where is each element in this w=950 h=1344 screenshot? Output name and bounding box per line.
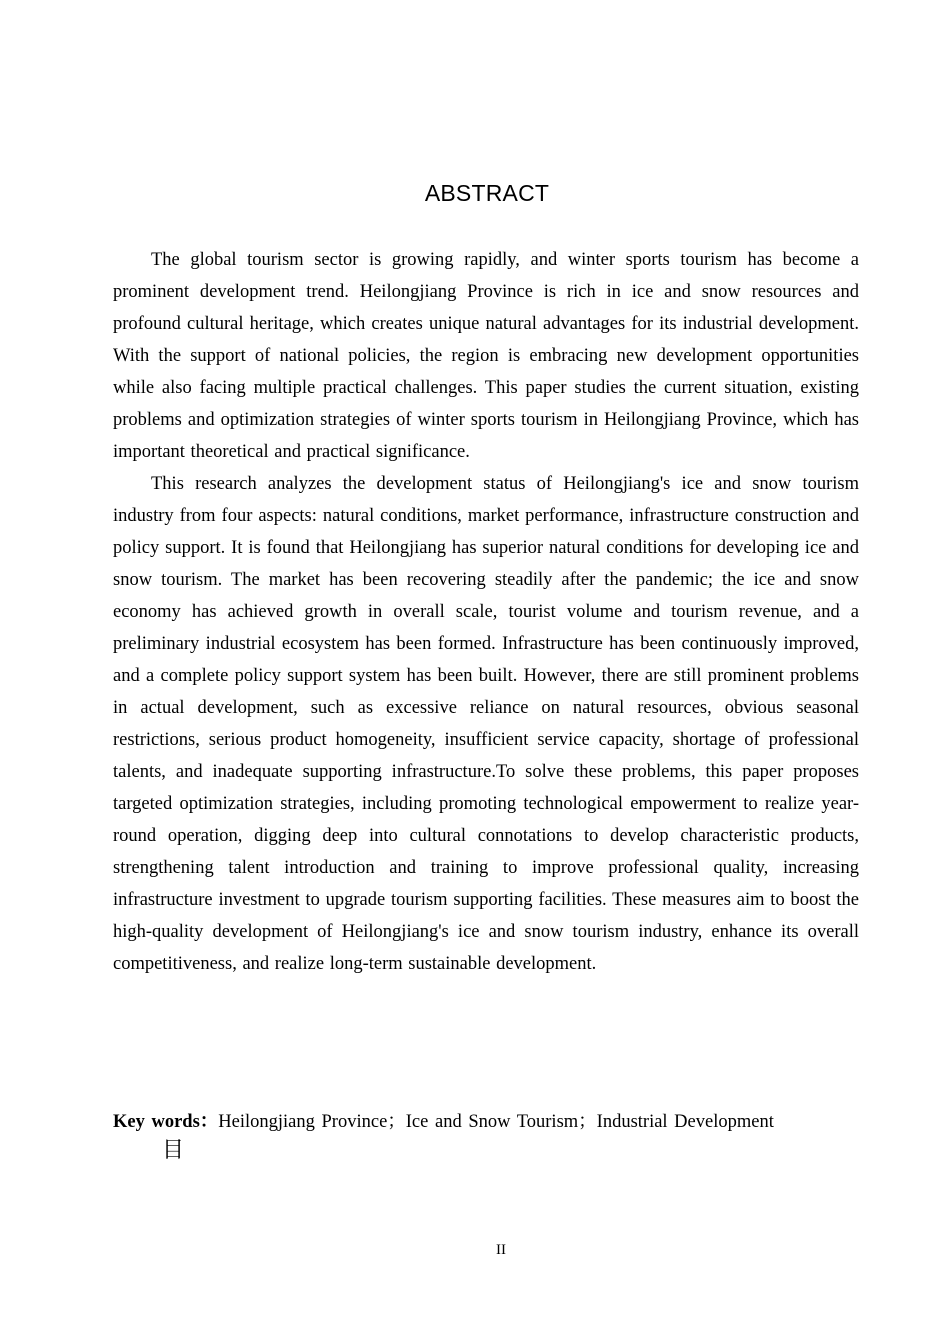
keywords-list: Heilongjiang Province；Ice and Snow Tourism；Industrial Development: [218, 1112, 774, 1132]
keywords-label: Key words：: [113, 1112, 219, 1132]
abstract-paragraph-2: This research analyzes the development status of Heilongjiang's ice and snow tourism industry from four aspects: natural conditions, market performance, infrastructure construction and policy support. It is found that Heilongjiang has superior natural conditions for developing ice and snow tourism. The market has been recovering steadily after the pandemic; the ice and snow economy has achieved growth in overall scale, tourist volume and tourism revenue, and a preliminary industrial ecosystem has been formed. Infrastructure has been continuously improved, and a complete policy support system has been built. However, there are still prominent problems in actual development, such as excessive reliance on natural resources, obvious seasonal restrictions, serious product homogeneity, insufficient service capacity, shortage of professional talents, and inadequate supporting infrastructure.To solve these problems, this paper proposes targeted optimization strategies, including promoting technological empowerment to realize year-round operation, digging deep into cultural connotations to develop characteristic products, strengthening talent introduction and training to improve professional quality, increasing infrastructure investment to upgrade tourism supporting facilities. These measures aim to boost the high-quality development of Heilongjiang's ice and snow tourism industry, enhance its overall competitiveness, and realize long-term sustainable development.: [113, 474, 859, 974]
abstract-title: ABSTRACT: [424, 180, 550, 206]
keywords-line: [113, 1106, 873, 1138]
page-number: II: [496, 1242, 506, 1258]
abstract-body: [113, 244, 859, 980]
abstract-paragraph-1: The global tourism sector is growing rapidly, and winter sports tourism has become a prominent development trend. Heilongjiang Province is rich in ice and snow resources and profound cultural heritage, which creates unique natural advantages for its industrial development. With the support of national policies, the region is embracing new development opportunities while also facing multiple practical challenges. This paper studies the current situation, existing problems and optimization strategies of winter sports tourism in Heilongjiang Province, which has important theoretical and practical significance.: [113, 250, 859, 462]
toc-heading-fragment: 目: [162, 1138, 185, 1163]
